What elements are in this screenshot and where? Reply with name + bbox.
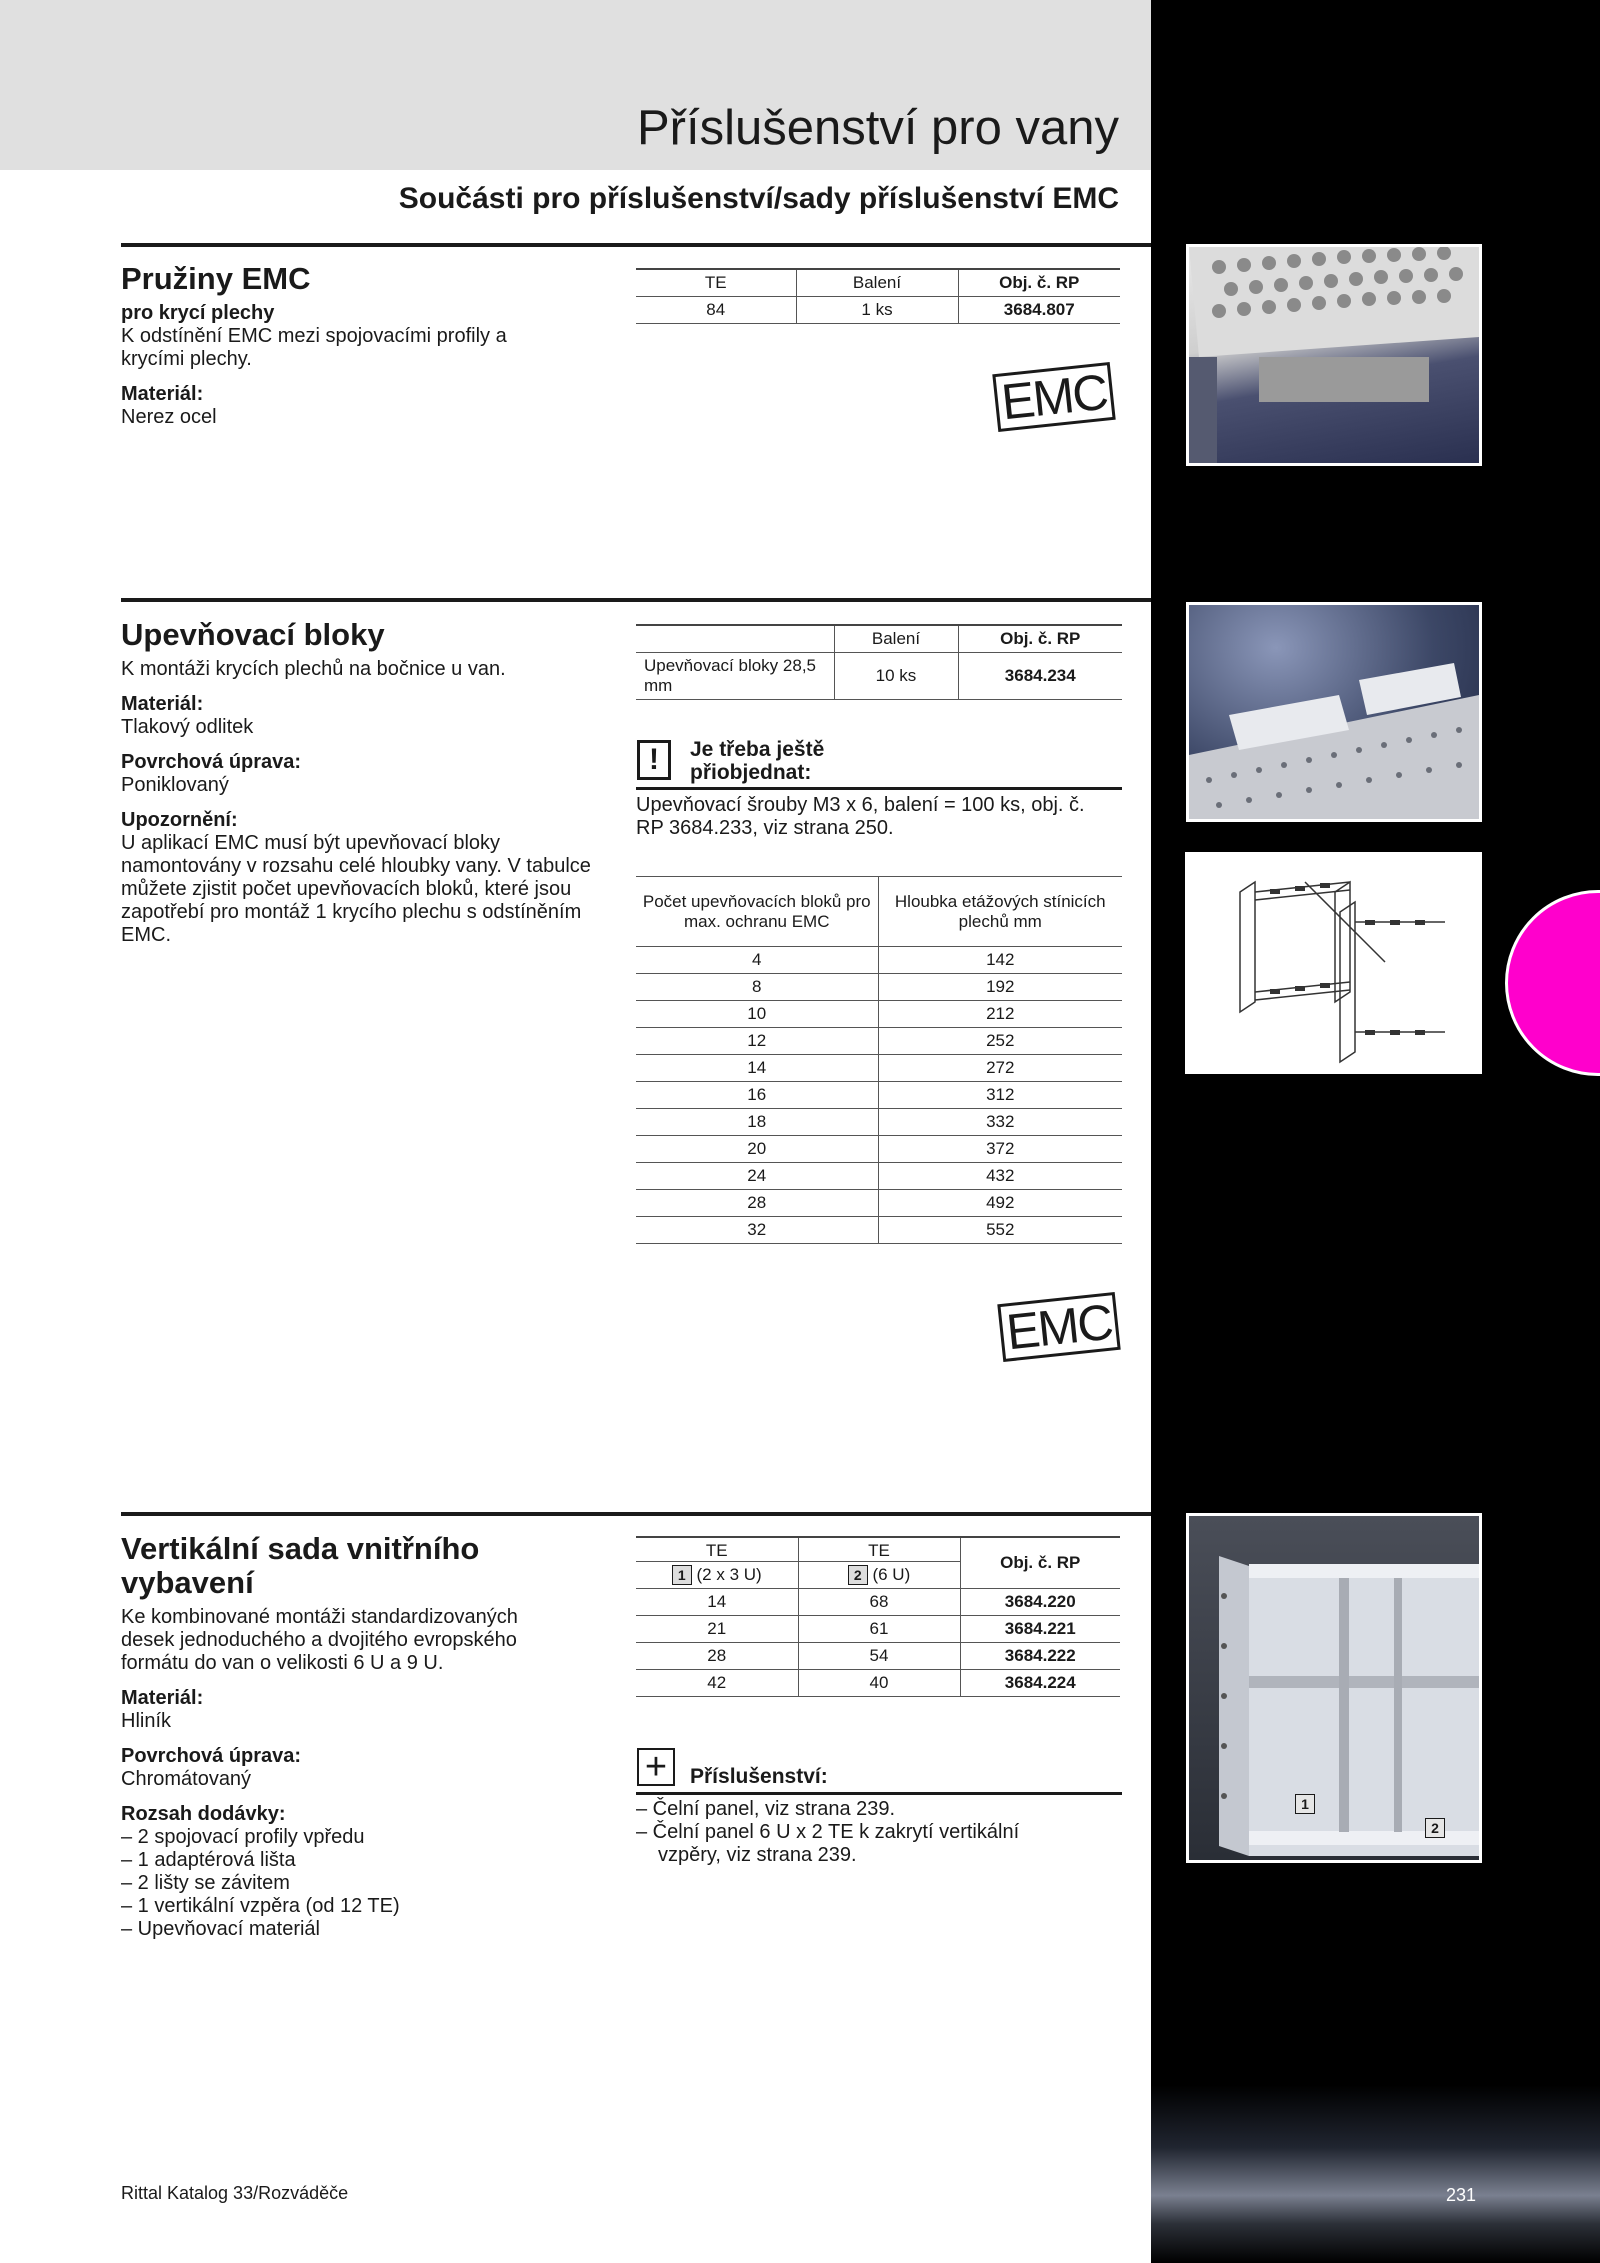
photo-label-1: 1 [1295,1794,1315,1814]
table-header [636,625,834,653]
blocks-warning-label: Upozornění: [121,809,238,831]
table-row [636,1190,1122,1217]
depth-table [636,876,1122,1244]
table-header: Balení [796,269,958,297]
page-number: 231 [1446,2185,1477,2205]
table-cell: 40 [798,1670,960,1697]
springs-table [636,268,1120,324]
table-row [636,1163,1122,1190]
table-row [636,297,1120,324]
table-cell: 192 [878,974,1122,1001]
note-heading: Je třeba ještě přiobjednat: [690,738,825,784]
list-item: – Čelní panel, viz strana 239. [636,1798,896,1820]
table-row [636,947,1122,974]
table-cell: Upevňovací bloky 28,5 mm [636,653,834,700]
table-header: Obj. č. RP [958,269,1120,297]
table-cell: 432 [878,1163,1122,1190]
springs-material-label: Materiál: [121,383,204,405]
vertical-scope-list [121,1826,601,1941]
table-cell: 32 [636,1217,878,1244]
band-glow [1151,2085,1600,2263]
table-row [636,1028,1122,1055]
blocks-photo [1186,602,1482,822]
blocks-text [121,618,601,947]
plus-icon: + [637,1748,675,1786]
page-title: Příslušenství pro vany [636,101,1119,155]
vertical-material-value: Hliník [121,1710,172,1732]
springs-description: K odstínění EMC mezi spojovacími profily a krycími plechy. [121,325,507,370]
vertical-table [636,1536,1120,1697]
table-cell: 14 [636,1589,798,1616]
blocks-table [636,624,1122,700]
springs-text [121,262,601,429]
springs-photo [1186,244,1482,466]
table-cell: 28 [636,1643,798,1670]
emc-logo: EMC [992,362,1115,432]
table-subheader [636,1562,798,1589]
blocks-warning-text: U aplikací EMC musí být upevňovací bloky namontovány v rozsahu celé hloubky vany. V tabulce můžete zjistit počet upevňovacích bloků, které jsou zapotřebí pro montáž 1 krycího plechu s odstíněním EMC. [121,832,591,946]
table-cell: 10 [636,1001,878,1028]
accessories-heading: Příslušenství: [690,1765,828,1788]
table-row [636,653,1122,700]
table-row [636,1589,1120,1616]
vertical-kit-illustration [1189,1516,1479,1860]
table-header: TE [636,269,796,297]
vertical-scope-label: Rozsah dodávky: [121,1803,286,1825]
springs-material-value: Nerez ocel [121,406,217,428]
list-item: – 2 spojovací profily vpředu [121,1826,365,1848]
springs-title: Pružiny EMC [121,261,311,296]
table-header: TE [636,1537,798,1562]
table-cell: 20 [636,1136,878,1163]
exclamation-icon: ! [637,740,671,780]
perforated-plate-illustration [1189,247,1479,463]
table-subheader [798,1562,960,1589]
photo-label-2: 2 [1425,1818,1445,1838]
table-cell: 8 [636,974,878,1001]
table-cell: 18 [636,1109,878,1136]
blocks-surface-label: Povrchová úprava: [121,751,302,773]
table-cell: 84 [636,297,796,324]
table-header: Obj. č. RP [958,625,1122,653]
note-divider [636,787,1122,790]
vertical-material-label: Materiál: [121,1687,204,1709]
blocks-diagram [1185,852,1482,1074]
table-subheader-label: (6 U) [872,1565,911,1584]
table-cell: 3684.234 [958,653,1122,700]
table-row [636,1616,1120,1643]
table-cell: 68 [798,1589,960,1616]
table-subheader-label: (2 x 3 U) [696,1565,762,1584]
blocks-description: K montáži krycích plechů na bočnice u van. [121,658,506,680]
list-item: – Čelní panel 6 U x 2 TE k zakrytí vertikální vzpěry, viz strana 239. [636,1821,1020,1866]
mounting-diagram-illustration [1185,852,1482,1074]
number-badge: 1 [672,1565,692,1585]
table-header: Hloubka etážových stínicích plechů mm [878,877,1122,947]
table-row [636,1001,1122,1028]
table-cell: 1 ks [796,297,958,324]
number-badge: 2 [848,1565,868,1585]
springs-subtitle: pro krycí plechy [121,302,275,324]
vertical-description: Ke kombinované montáži standardizovaných desek jednoduchého a dvojitého evropského formátu do van o velikosti 6 U a 9 U. [121,1606,518,1674]
table-cell: 14 [636,1055,878,1082]
table-header: Počet upevňovacích bloků pro max. ochranu EMC [636,877,878,947]
section-divider [121,598,1151,602]
table-row [636,1109,1122,1136]
page-subtitle: Součásti pro příslušenství/sady příslušenství EMC [398,182,1119,215]
table-cell: 212 [878,1001,1122,1028]
table-cell: 272 [878,1055,1122,1082]
vertical-surface-label: Povrchová úprava: [121,1745,302,1767]
section-divider [121,1512,1151,1516]
note-text: Upevňovací šrouby M3 x 6, balení = 100 ks, obj. č. RP 3684.233, viz strana 250. [636,794,1085,839]
table-cell: 3684.807 [958,297,1120,324]
table-cell: 42 [636,1670,798,1697]
table-cell: 3684.222 [960,1643,1120,1670]
table-cell: 21 [636,1616,798,1643]
table-cell: 552 [878,1217,1122,1244]
vertical-text [121,1532,601,1941]
table-row [636,1217,1122,1244]
table-cell: 10 ks [834,653,958,700]
table-cell: 28 [636,1190,878,1217]
vertical-kit-photo [1186,1513,1482,1863]
blocks-material-label: Materiál: [121,693,204,715]
list-item: – 2 lišty se závitem [121,1872,290,1894]
table-row [636,1670,1120,1697]
table-cell: 332 [878,1109,1122,1136]
list-item: – Upevňovací materiál [121,1918,320,1940]
table-row [636,1643,1120,1670]
vertical-title: Vertikální sada vnitřního vybavení [121,1531,480,1600]
table-cell: 3684.221 [960,1616,1120,1643]
blocks-title: Upevňovací bloky [121,617,385,652]
table-header: TE [798,1537,960,1562]
table-cell: 4 [636,947,878,974]
table-cell: 24 [636,1163,878,1190]
accessories-divider [636,1792,1122,1795]
table-header: Balení [834,625,958,653]
table-header: Obj. č. RP [960,1537,1120,1589]
table-row [636,1082,1122,1109]
emc-logo: EMC [997,1292,1120,1362]
table-row [636,974,1122,1001]
table-cell: 372 [878,1136,1122,1163]
table-cell: 54 [798,1643,960,1670]
table-cell: 3684.224 [960,1670,1120,1697]
table-row [636,1055,1122,1082]
table-row [636,1136,1122,1163]
table-cell: 16 [636,1082,878,1109]
vertical-surface-value: Chromátovaný [121,1768,252,1790]
table-cell: 252 [878,1028,1122,1055]
table-cell: 492 [878,1190,1122,1217]
table-cell: 142 [878,947,1122,974]
table-cell: 3684.220 [960,1589,1120,1616]
table-cell: 61 [798,1616,960,1643]
list-item: – 1 adaptérová lišta [121,1849,296,1871]
blocks-material-value: Tlakový odlitek [121,716,254,738]
section-divider [121,243,1151,247]
table-cell: 12 [636,1028,878,1055]
blocks-surface-value: Poniklovaný [121,774,229,796]
mounting-blocks-illustration [1189,605,1479,819]
list-item: – 1 vertikální vzpěra (od 12 TE) [121,1895,400,1917]
accessories-list [636,1798,1076,1867]
footer-catalog: Rittal Katalog 33/Rozváděče [121,2183,349,2203]
table-cell: 312 [878,1082,1122,1109]
